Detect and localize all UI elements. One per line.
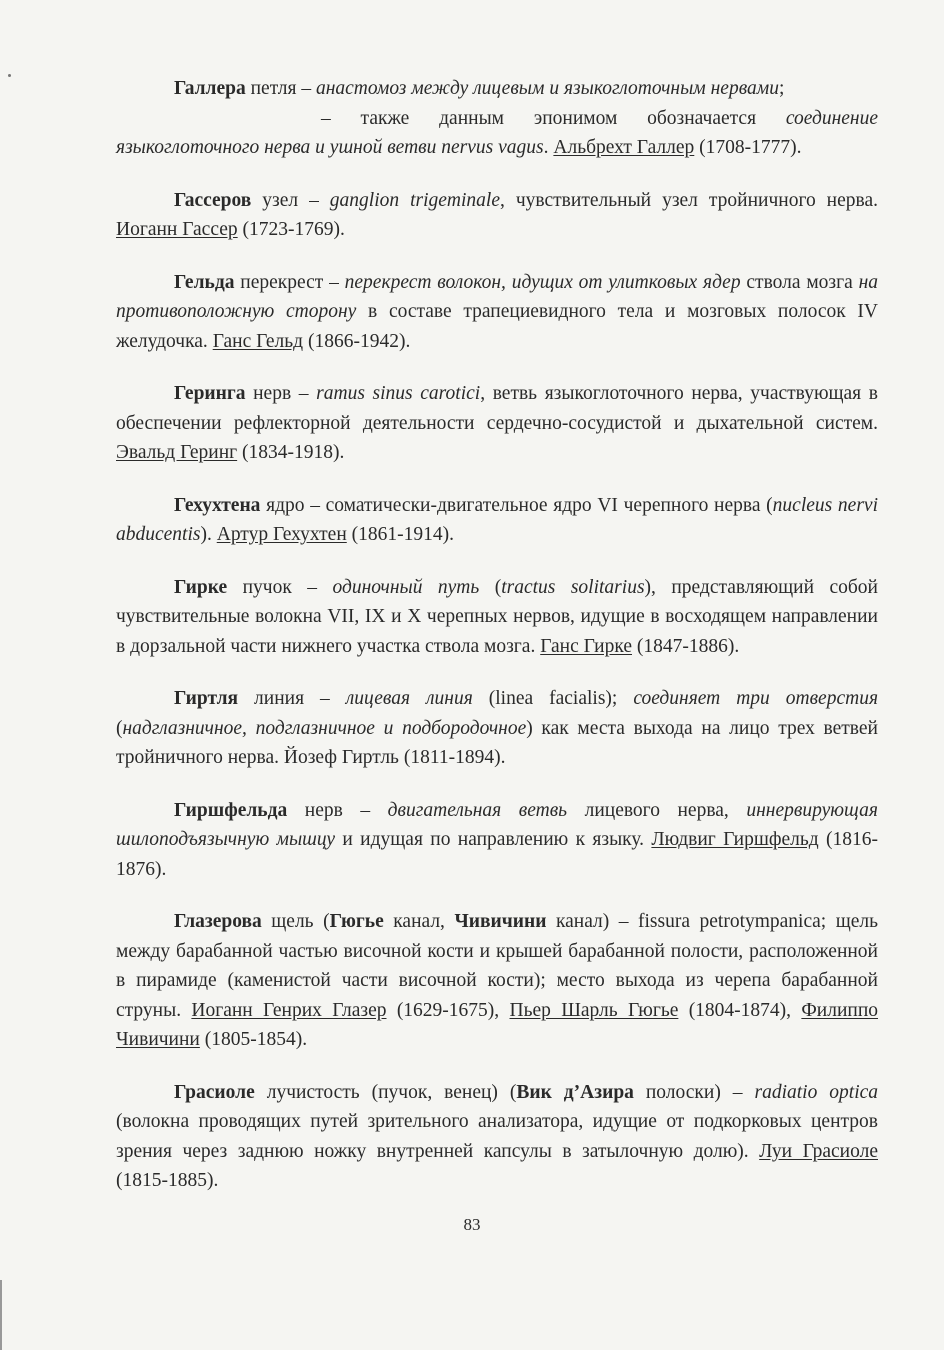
latin-or-definition: двигательная ветвь [387, 799, 568, 821]
entry-text: ), представляющий собой чувствительные волокна VII, IX и X черепных нервов, идущие в восходящем направлении в дорзальной части нижнего участка ствола мозга. [116, 576, 878, 657]
dictionary-entry [116, 491, 878, 550]
person-name: Ганс Гельд [212, 330, 304, 352]
latin-or-definition: соединяет три отверстия [633, 688, 879, 709]
eponym-term: Гюгье [329, 911, 384, 932]
entry-text: – также данным эпонимом обозначается [321, 107, 786, 129]
dictionary-entry [116, 907, 878, 1055]
dictionary-entry [116, 1078, 878, 1196]
latin-or-definition: nucleus nervi abducentis [116, 494, 878, 545]
person-name: Луи Грасиоле [759, 1140, 878, 1162]
eponym-term: Глазерова [174, 911, 262, 932]
entry-text: ( [479, 576, 502, 598]
latin-or-definition: radiatio optica [754, 1081, 879, 1103]
person-name: Эвальд Геринг [116, 442, 238, 463]
person-name: Артур Гехухтен [216, 524, 347, 545]
eponym-term: Гирке [174, 576, 228, 598]
latin-or-definition: на противоположную сторону [116, 271, 879, 322]
entry-text: перекрест – [234, 271, 345, 293]
entry-text: канал) – fissura petrotympanica; щель между барабанной частью височной кости и крышей барабанной полости, расположенной в пирамиде (каменистой части височной кости); место выхода из черепа барабанной струны. [116, 911, 878, 1021]
entry-text: (1847-1886). [632, 635, 740, 657]
dictionary-entry [116, 796, 878, 885]
entry-continuation [116, 104, 878, 163]
latin-or-definition: надглазничное, подглазничное и подбородочное [122, 717, 527, 739]
entry-text: канал, [383, 911, 455, 932]
entry-text: нерв – [287, 799, 388, 821]
entry-text: пучок – [227, 576, 333, 598]
entry-text: ) как места выхода на лицо трех ветвей тройничного нерва. Йозеф Гиртль (1811-1894). [116, 717, 878, 768]
entry-text: (1816-1876). [116, 829, 878, 880]
entry-text: (1861-1914). [346, 524, 455, 545]
dictionary-entry [116, 74, 878, 163]
entry-text: в составе трапециевидного тела и мозговых полосок IV желудочка. [116, 301, 878, 352]
eponym-term: Гиршфельда [174, 799, 288, 821]
latin-or-definition: одиночный путь [332, 576, 480, 598]
latin-or-definition: перекрест волокон, идущих от улитковых ядер [344, 271, 741, 293]
entry-text: (1834-1918). [237, 442, 345, 463]
person-name: Альбрехт Галлер [553, 137, 695, 158]
entry-text: , ветвь языкоглоточного нерва, участвующая в обеспечении рефлекторной деятельности сердечно-сосудистой и дыхательной систем. [116, 383, 878, 434]
page-number: 83 [463, 1215, 481, 1234]
entry-text: ( [116, 717, 123, 739]
entry-text: ствола мозга [740, 271, 859, 293]
entry-text: (1815-1885). [116, 1170, 219, 1191]
person-name: Людвиг Гиршфельд [651, 829, 819, 850]
latin-or-definition: лицевая линия [345, 688, 473, 709]
entry-text: щель ( [261, 911, 330, 932]
entry-text: и идущая по направлению к языку. [335, 829, 652, 850]
latin-or-definition: анастомоз между лицевым и языкоглоточным нервами [315, 78, 779, 99]
entries-list [116, 74, 878, 1219]
entry-text: нерв – [245, 383, 317, 404]
latin-or-definition: tractus solitarius [501, 576, 645, 598]
person-name: Иоганн Генрих Глазер [191, 999, 387, 1021]
dictionary-entry [116, 186, 878, 245]
entry-text: (1866-1942). [303, 330, 411, 352]
person-name: Иоганн Гассер [116, 219, 238, 240]
eponym-term: Гиртля [174, 688, 239, 709]
eponym-term: Чивичини [454, 911, 547, 932]
scan-speck [8, 74, 11, 77]
entry-text: лучистость (пучок, венец) ( [254, 1081, 517, 1103]
dictionary-entry [116, 684, 878, 773]
eponym-term: Вик д’Азира [516, 1081, 634, 1103]
eponym-term: Галлера [174, 78, 246, 99]
entry-text: (1804-1874), [678, 999, 802, 1021]
entry-text: (волокна проводящих путей зрительного анализатора, идущие от подкорковых центров зрения через заднюю ножку внутренней капсулы в затылочную долю). [116, 1111, 878, 1162]
latin-or-definition: ramus sinus carotici [316, 383, 481, 404]
latin-or-definition: иннервирующая шилоподъязычную мышцу [116, 799, 878, 850]
person-name: Филиппо Чивичини [116, 999, 879, 1050]
scan-edge [0, 1280, 2, 1350]
entry-text: петля – [245, 78, 316, 99]
latin-or-definition: ganglion trigeminale [329, 189, 501, 211]
entry-text: линия – [238, 688, 346, 709]
entry-text: узел – [251, 189, 330, 211]
eponym-term: Гассеров [174, 189, 252, 211]
entry-text: . [543, 137, 554, 158]
person-name: Пьер Шарль Гюгье [509, 999, 679, 1021]
person-name: Ганс Гирке [540, 635, 632, 657]
entry-text: полоски) – [633, 1081, 755, 1103]
dictionary-entry [116, 379, 878, 468]
eponym-term: Грасиоле [174, 1081, 255, 1103]
dictionary-entry [116, 268, 878, 357]
eponym-term: Геринга [174, 383, 246, 404]
entry-text: ). [200, 524, 217, 545]
entry-text: ядро – соматически-двигательное ядро VI черепного нерва ( [260, 494, 773, 516]
eponym-term: Гехухтена [174, 494, 261, 516]
entry-text: ; [778, 78, 785, 99]
entry-text: (1723-1769). [237, 219, 345, 240]
entry-text: (linea facialis); [472, 688, 634, 709]
entry-text: (1629-1675), [386, 999, 510, 1021]
dictionary-entry [116, 573, 878, 662]
eponym-term: Гельда [174, 271, 235, 293]
entry-text: , чувствительный узел тройничного нерва. [500, 189, 878, 211]
latin-or-definition: соединение языкоглоточного нерва и ушной ветви nervus vagus [116, 107, 878, 158]
entry-text: (1708-1777). [694, 137, 802, 158]
entry-text: лицевого нерва, [567, 799, 747, 821]
entry-text: (1805-1854). [199, 1029, 308, 1050]
